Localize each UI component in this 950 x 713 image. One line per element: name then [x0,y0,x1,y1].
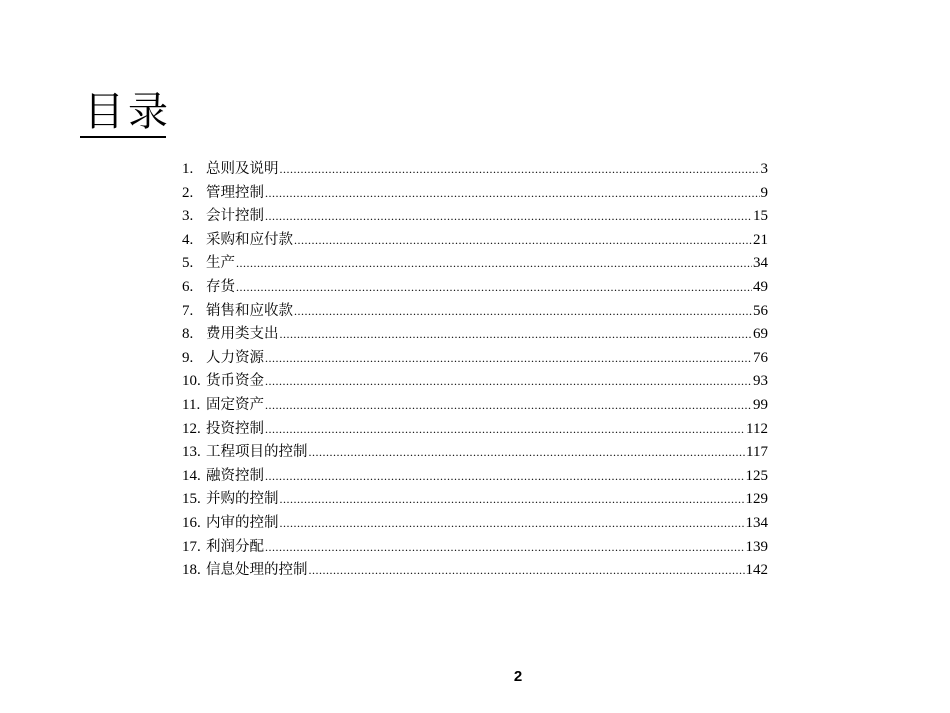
toc-entry[interactable] [182,323,768,347]
dot-leader [280,512,745,536]
entry-page-number: 99 [753,396,768,413]
entry-page-number: 117 [746,444,768,461]
entry-title: 利润分配 [206,538,264,555]
toc-entry[interactable] [182,300,768,324]
dot-leader [265,205,752,229]
toc-entry[interactable] [182,370,768,394]
entry-page-number: 21 [753,231,768,248]
entry-number: 4. [182,231,194,248]
entry-number: 1. [182,161,194,177]
dot-leader [309,441,746,465]
entry-title: 人力资源 [206,349,264,366]
toc-entry[interactable] [182,182,768,206]
entry-page-number: 34 [753,255,768,272]
entry-page-number: 125 [745,467,768,484]
toc-entry[interactable] [182,347,768,371]
dot-leader [265,418,745,442]
toc-entry[interactable] [182,276,768,300]
toc-entry[interactable] [182,158,768,182]
entry-title: 固定资产 [206,396,264,413]
entry-page-number: 9 [760,184,768,201]
toc-entry[interactable] [182,205,768,229]
toc-heading: 目录 [84,89,172,135]
entry-page-number: 112 [746,420,768,437]
dot-leader [280,323,753,347]
entry-page-number: 134 [745,514,768,531]
dot-leader [294,229,752,253]
dot-leader [309,559,745,583]
dot-leader [265,182,760,206]
dot-leader [280,158,760,182]
entry-number: 16. [182,514,201,531]
entry-page-number: 69 [753,326,768,343]
entry-number: 2. [182,184,194,201]
dot-leader [294,300,752,324]
toc-entry[interactable] [182,418,768,442]
entry-title: 会计控制 [206,208,264,225]
entry-title: 生产 [206,255,235,272]
entry-page-number: 15 [753,208,768,225]
entry-number: 18. [182,562,201,579]
toc-entry[interactable] [182,394,768,418]
entry-page-number: 129 [745,491,768,508]
entry-page-number: 76 [753,349,768,366]
dot-leader [236,252,752,276]
dot-leader [236,276,752,300]
dot-leader [265,347,752,371]
entry-page-number: 3 [760,161,768,177]
entry-number: 13. [182,444,201,461]
entry-number: 10. [182,373,201,390]
entry-number: 7. [182,302,194,319]
entry-title: 投资控制 [206,420,264,437]
entry-title: 总则及说明 [206,161,279,177]
entry-title: 费用类支出 [206,326,279,343]
toc-entry[interactable] [182,441,768,465]
entry-number: 14. [182,467,201,484]
entry-title: 工程项目的控制 [206,444,308,461]
entry-number: 12. [182,420,201,437]
toc-entry[interactable] [182,536,768,560]
entry-number: 5. [182,255,194,272]
entry-number: 6. [182,278,194,295]
entry-title: 信息处理的控制 [206,562,308,579]
entry-title: 内审的控制 [206,514,279,531]
entry-title: 存货 [206,278,235,295]
toc-entry[interactable] [182,488,768,512]
entry-title: 融资控制 [206,467,264,484]
entry-page-number: 142 [745,562,768,579]
entry-page-number: 49 [753,278,768,295]
entry-title: 货币资金 [206,373,264,390]
entry-title: 并购的控制 [206,491,279,508]
page-number: 2 [513,668,523,685]
entry-number: 8. [182,326,194,343]
toc-entry[interactable] [182,252,768,276]
entry-number: 3. [182,208,194,225]
entry-page-number: 139 [745,538,768,555]
entry-page-number: 56 [753,302,768,319]
toc-entry[interactable] [182,559,768,583]
entry-title: 销售和应收款 [206,302,293,319]
dot-leader [280,488,745,512]
toc-entry[interactable] [182,512,768,536]
entry-number: 17. [182,538,201,555]
entry-number: 9. [182,349,194,366]
toc-entry[interactable] [182,465,768,489]
dot-leader [265,465,745,489]
entry-number: 15. [182,491,201,508]
dot-leader [265,394,752,418]
toc-entry[interactable] [182,229,768,253]
entry-title: 采购和应付款 [206,231,293,248]
entry-page-number: 93 [753,373,768,390]
dot-leader [265,536,745,560]
dot-leader [265,370,752,394]
entry-title: 管理控制 [206,184,264,201]
toc-list [182,158,768,583]
entry-number: 11. [182,396,201,413]
heading-underline [80,136,166,138]
